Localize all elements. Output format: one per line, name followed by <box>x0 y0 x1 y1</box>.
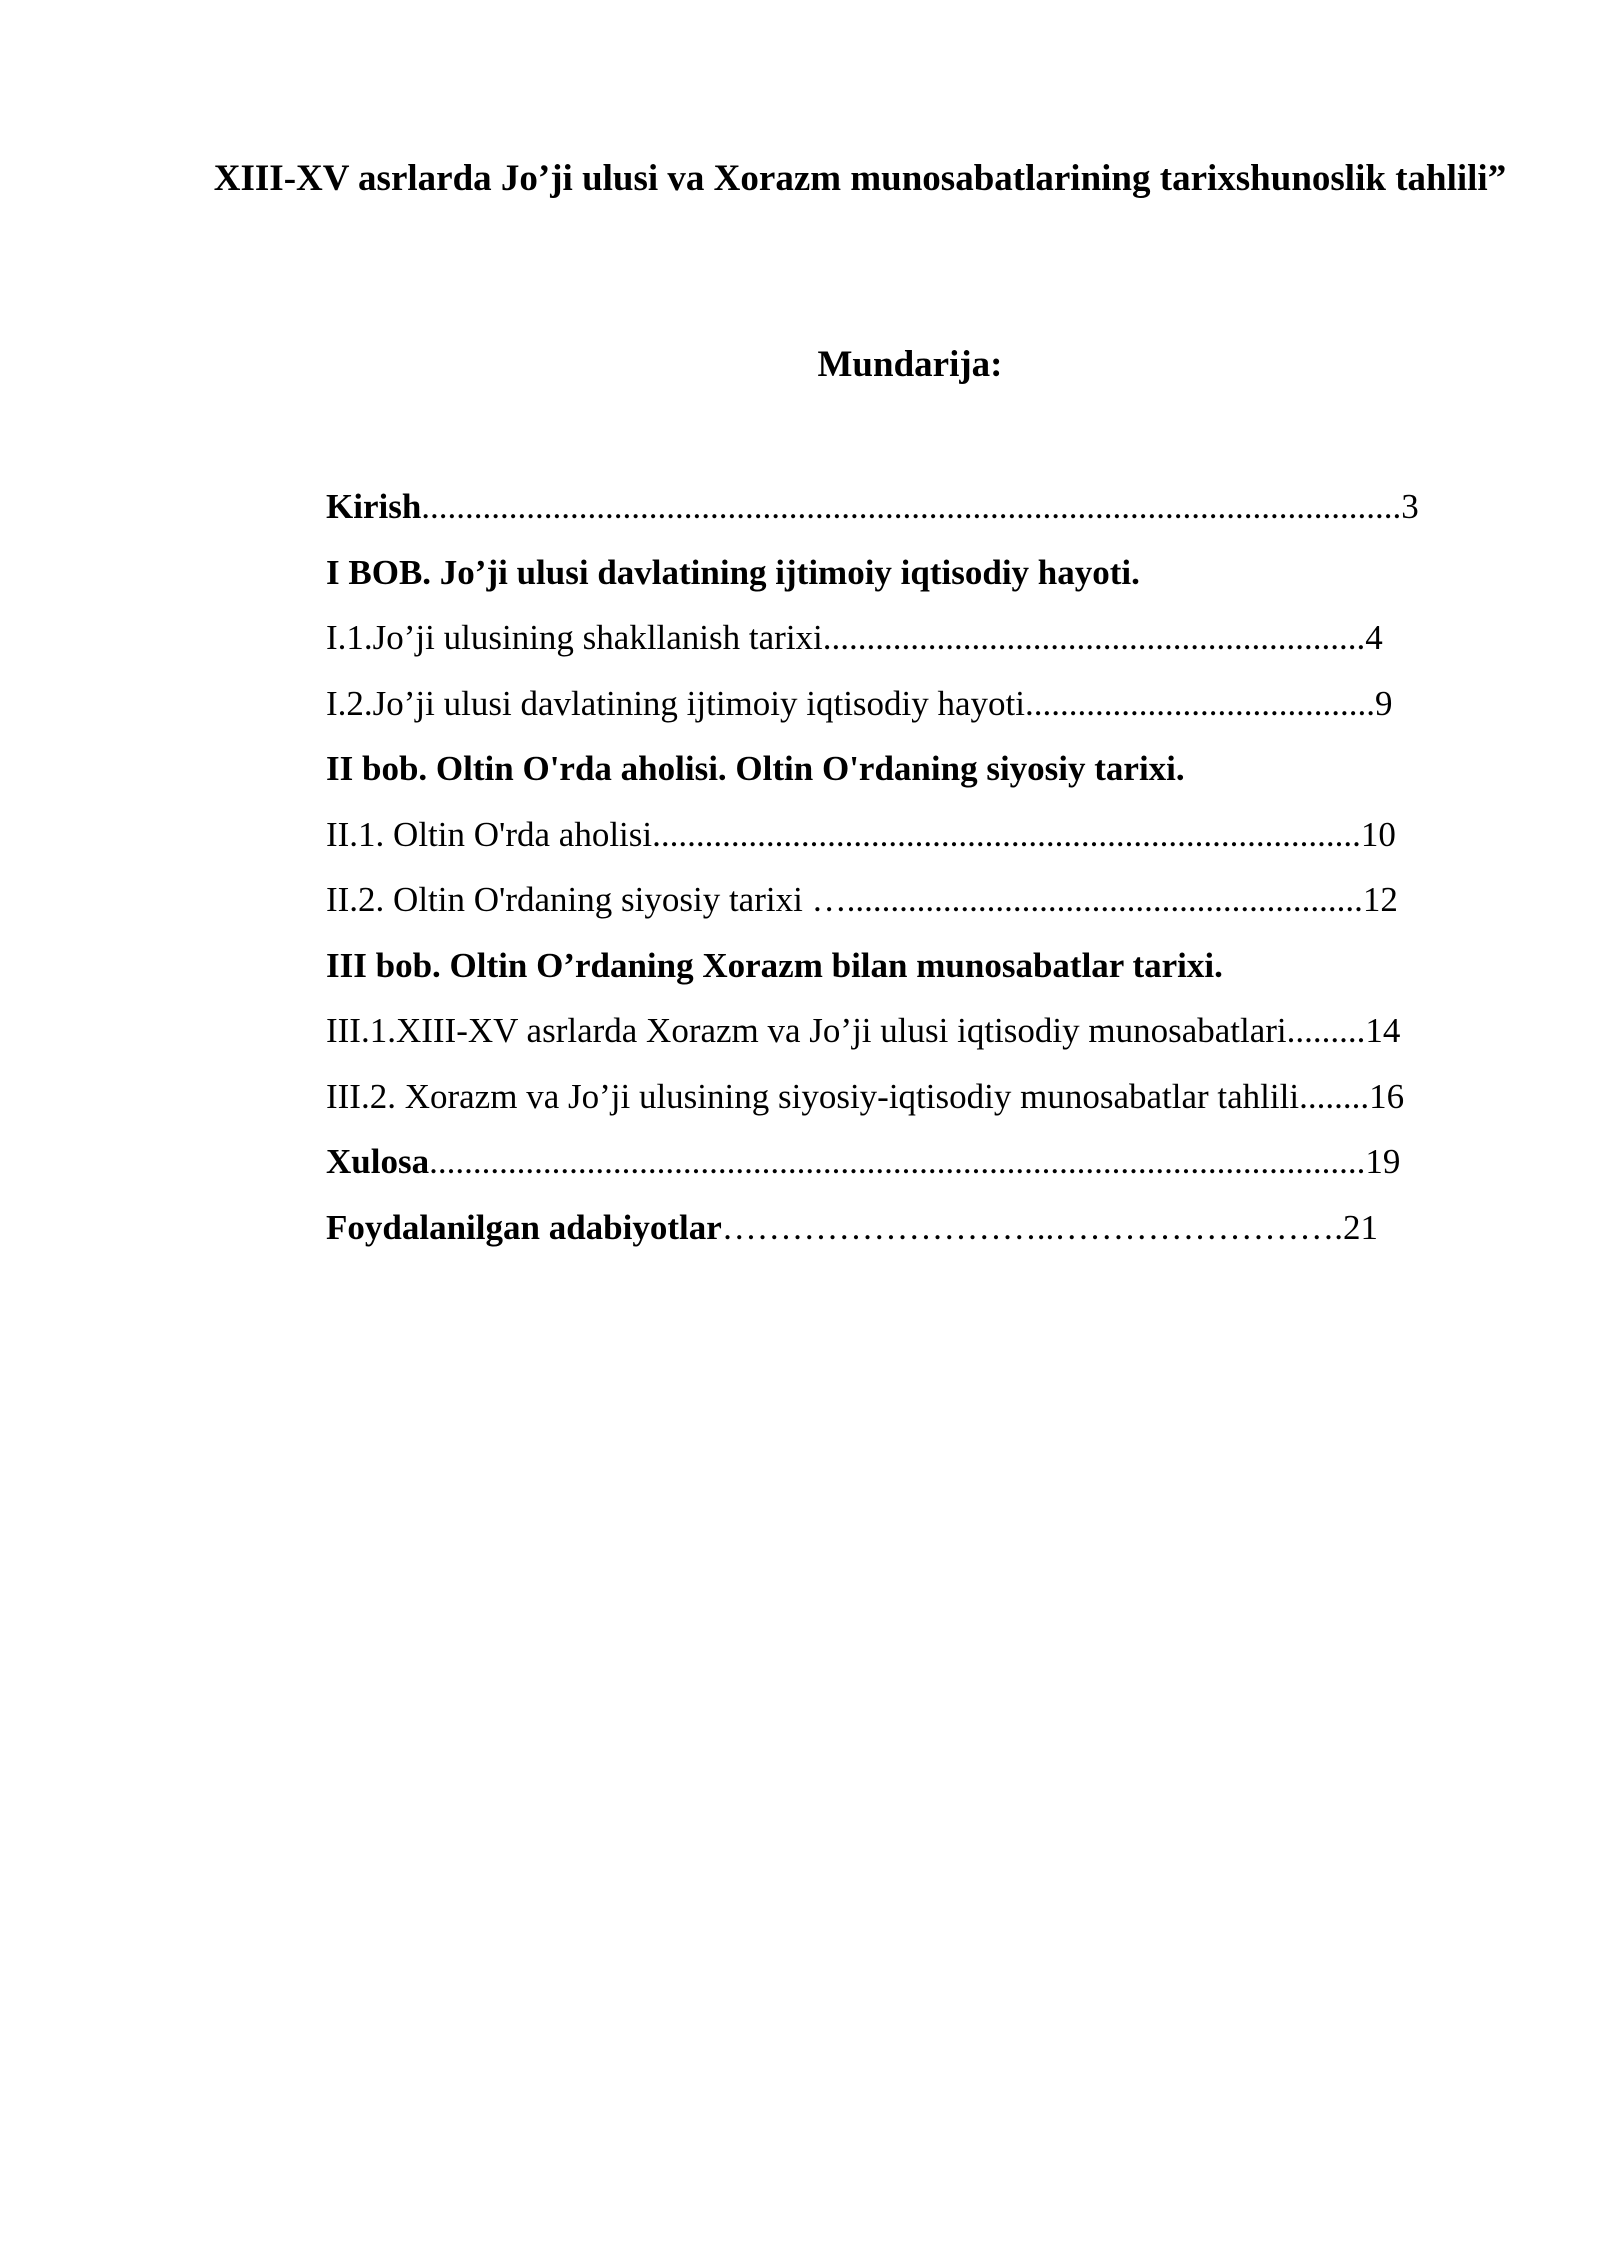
toc-entry-section-2-2 <box>326 867 1492 933</box>
toc-entry-leader: ........................................ <box>1025 683 1376 723</box>
table-of-contents <box>326 474 1492 1260</box>
toc-heading: Mundarija: <box>817 344 1003 385</box>
toc-entry-title: II.2. Oltin O'rdaning siyosiy tarixi <box>326 880 812 919</box>
toc-entry-title: III.1.XIII-XV asrlarda Xorazm va Jo’ji ulusi iqtisodiy munosabatlari <box>326 1011 1287 1050</box>
toc-entry-leader: ........................................................................................................... <box>429 1142 1366 1181</box>
toc-entry-page: 19 <box>1365 1142 1401 1181</box>
toc-entry-title: Kirish <box>326 487 422 526</box>
toc-entry-page: 12 <box>1362 880 1398 919</box>
toc-entry-chapter-1 <box>326 540 1492 606</box>
toc-entry-kirish <box>326 474 1492 540</box>
toc-entry-leader: .............................................................. <box>822 618 1366 657</box>
toc-entry-title: III.2. Xorazm va Jo’ji ulusining siyosiy-iqtisodiy munosabatlar tahlili <box>326 1076 1300 1116</box>
toc-entry-leader: ......... <box>1286 1011 1366 1050</box>
toc-entry-section-3-1 <box>326 998 1492 1064</box>
toc-entry-page: 14 <box>1365 1011 1401 1050</box>
toc-entry-page: 3 <box>1401 487 1419 526</box>
toc-entry-page: 16 <box>1369 1076 1405 1116</box>
toc-entry-chapter-2 <box>326 736 1492 802</box>
toc-entry-title: Xulosa <box>326 1142 430 1181</box>
toc-entry-xulosa <box>326 1129 1492 1195</box>
toc-entry-page: 4 <box>1365 618 1383 657</box>
toc-entry-leader: ................................................................................. <box>652 814 1361 854</box>
toc-entry-page: 10 <box>1360 814 1396 854</box>
toc-entry-title: I.2.Jo’ji ulusi davlatining ijtimoiy iqtisodiy hayoti <box>326 683 1026 723</box>
toc-entry-leader: ………………………..……………………. <box>721 1207 1344 1247</box>
toc-entry-title: Foydalanilgan adabiyotlar <box>326 1207 722 1247</box>
toc-entry-chapter-3 <box>326 933 1492 999</box>
toc-entry-page: 21 <box>1343 1207 1379 1247</box>
toc-entry-section-2-1 <box>326 802 1492 868</box>
toc-entry-leader: ................................................................................................................ <box>421 487 1402 526</box>
toc-entry-leader: …........................................................... <box>811 880 1363 919</box>
toc-entry-title: I.1.Jo’ji ulusining shakllanish tarixi <box>326 618 823 657</box>
toc-entry-bibliography <box>326 1195 1492 1261</box>
toc-entry-page: 9 <box>1375 683 1393 723</box>
toc-entry-section-3-2 <box>326 1064 1492 1130</box>
toc-entry-section-1-2 <box>326 671 1492 737</box>
toc-entry-section-1-1 <box>326 605 1492 671</box>
toc-entry-title: II.1. Oltin O'rda aholisi <box>326 814 653 854</box>
toc-entry-title: I BOB. Jo’ji ulusi davlatining ijtimoiy iqtisodiy hayoti. <box>326 552 1140 592</box>
document-title: XIII-XV asrlarda Jo’ji ulusi va Xorazm munosabatlarining tarixshunoslik tahlili” <box>213 158 1507 199</box>
toc-entry-title: II bob. Oltin O'rda aholisi. Oltin O'rdaning siyosiy tarixi. <box>326 749 1185 788</box>
toc-entry-leader: ........ <box>1299 1076 1370 1116</box>
toc-entry-title: III bob. Oltin O’rdaning Xorazm bilan munosabatlar tarixi. <box>326 945 1223 985</box>
